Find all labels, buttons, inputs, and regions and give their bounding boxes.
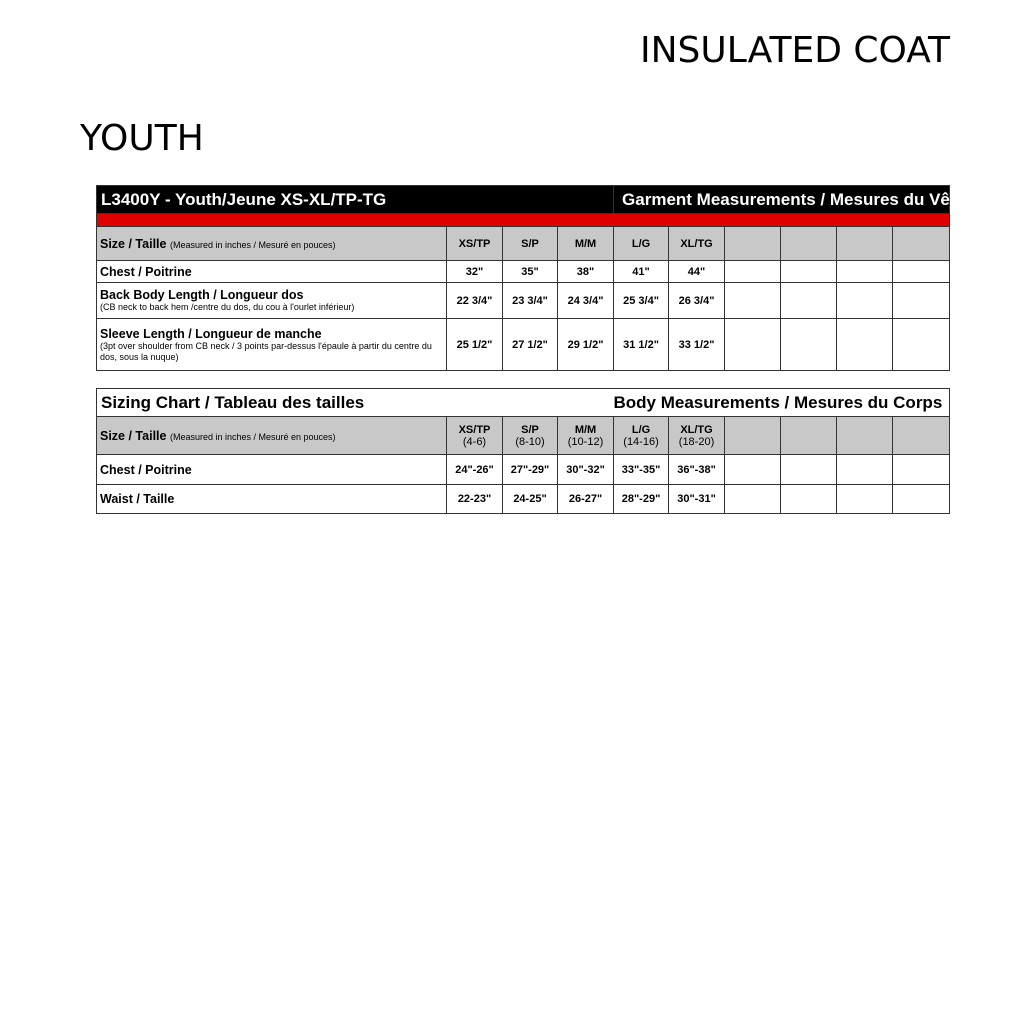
empty-cell <box>781 485 837 514</box>
empty-cell <box>837 319 893 371</box>
product-title: INSULATED COAT <box>640 30 951 71</box>
chest-label: Chest / Poitrine <box>97 261 447 283</box>
back-cell: 22 3/4" <box>447 283 503 319</box>
chest-cell: 41" <box>614 261 669 283</box>
empty-cell <box>893 485 950 514</box>
category-title: YOUTH <box>80 118 204 159</box>
size-cell: XL/TG <box>669 227 725 261</box>
chest-cell: 30"-32" <box>558 455 614 485</box>
waist-cell: 26-27" <box>558 485 614 514</box>
garment-measurements-table <box>96 185 1006 371</box>
empty-cell <box>725 417 781 455</box>
garment-sleeve-row <box>97 319 950 371</box>
waist-cell: 30"-31" <box>669 485 725 514</box>
waist-cell: 22-23" <box>447 485 503 514</box>
empty-cell <box>893 283 950 319</box>
back-length-label: Back Body Length / Longueur dos (CB neck to back hem /centre du dos, du cou à l'ourlet inférieur) <box>97 283 447 319</box>
empty-cell <box>725 261 781 283</box>
empty-cell <box>837 283 893 319</box>
empty-cell <box>725 227 781 261</box>
empty-cell <box>893 261 950 283</box>
body-table-subtitle: Body Measurements / Mesures du Corps <box>614 389 950 417</box>
size-cell: L/G <box>614 227 669 261</box>
waist-cell: 24-25" <box>503 485 558 514</box>
chest-cell: 44" <box>669 261 725 283</box>
empty-cell <box>893 227 950 261</box>
chest-label: Chest / Poitrine <box>97 455 447 485</box>
garment-table-title: L3400Y - Youth/Jeune XS-XL/TP-TG <box>97 186 614 214</box>
size-cell: M/M <box>558 227 614 261</box>
empty-cell <box>725 485 781 514</box>
empty-cell <box>837 485 893 514</box>
empty-cell <box>781 283 837 319</box>
chest-cell: 38" <box>558 261 614 283</box>
empty-cell <box>837 455 893 485</box>
back-cell: 24 3/4" <box>558 283 614 319</box>
body-waist-row <box>97 485 950 514</box>
back-cell: 23 3/4" <box>503 283 558 319</box>
empty-cell <box>781 319 837 371</box>
empty-cell <box>893 417 950 455</box>
chest-cell: 35" <box>503 261 558 283</box>
sizing-chart-title: Sizing Chart / Tableau des tailles <box>97 389 614 417</box>
empty-cell <box>837 227 893 261</box>
sleeve-cell: 31 1/2" <box>614 319 669 371</box>
garment-header-row <box>97 186 950 214</box>
back-cell: 25 3/4" <box>614 283 669 319</box>
sleeve-cell: 29 1/2" <box>558 319 614 371</box>
empty-cell <box>781 261 837 283</box>
chest-cell: 33"-35" <box>614 455 669 485</box>
empty-cell <box>725 455 781 485</box>
empty-cell <box>893 319 950 371</box>
size-cell: L/G (14-16) <box>614 417 669 455</box>
empty-cell <box>725 319 781 371</box>
empty-cell <box>781 455 837 485</box>
chest-cell: 27"-29" <box>503 455 558 485</box>
sleeve-cell: 25 1/2" <box>447 319 503 371</box>
empty-cell <box>837 417 893 455</box>
sleeve-cell: 27 1/2" <box>503 319 558 371</box>
garment-table-subtitle: Garment Measurements / Mesures du Vêtement <box>614 186 950 214</box>
empty-cell <box>837 261 893 283</box>
size-label: Size / Taille (Measured in inches / Mesuré en pouces) <box>97 417 447 455</box>
size-cell: XL/TG (18-20) <box>669 417 725 455</box>
red-divider <box>97 214 950 227</box>
size-cell: XS/TP <box>447 227 503 261</box>
size-cell: XS/TP (4-6) <box>447 417 503 455</box>
size-label: Size / Taille (Measured in inches / Mesuré en pouces) <box>97 227 447 261</box>
size-cell: S/P (8-10) <box>503 417 558 455</box>
chest-cell: 24"-26" <box>447 455 503 485</box>
sleeve-length-label: Sleeve Length / Longueur de manche (3pt over shoulder from CB neck / 3 points par-dessus l'épaule à partir du centre du dos, sous la nuque) <box>97 319 447 371</box>
size-cell: M/M (10-12) <box>558 417 614 455</box>
empty-cell <box>725 283 781 319</box>
empty-cell <box>893 455 950 485</box>
body-header-row <box>97 389 950 417</box>
chest-cell: 32" <box>447 261 503 283</box>
empty-cell <box>781 227 837 261</box>
garment-chest-row <box>97 261 950 283</box>
waist-label: Waist / Taille <box>97 485 447 514</box>
sleeve-cell: 33 1/2" <box>669 319 725 371</box>
empty-cell <box>781 417 837 455</box>
body-chest-row <box>97 455 950 485</box>
chest-cell: 36"-38" <box>669 455 725 485</box>
body-size-row <box>97 417 950 455</box>
body-measurements-table <box>96 388 950 514</box>
garment-back-row <box>97 283 950 319</box>
waist-cell: 28"-29" <box>614 485 669 514</box>
garment-size-row <box>97 227 950 261</box>
back-cell: 26 3/4" <box>669 283 725 319</box>
size-cell: S/P <box>503 227 558 261</box>
